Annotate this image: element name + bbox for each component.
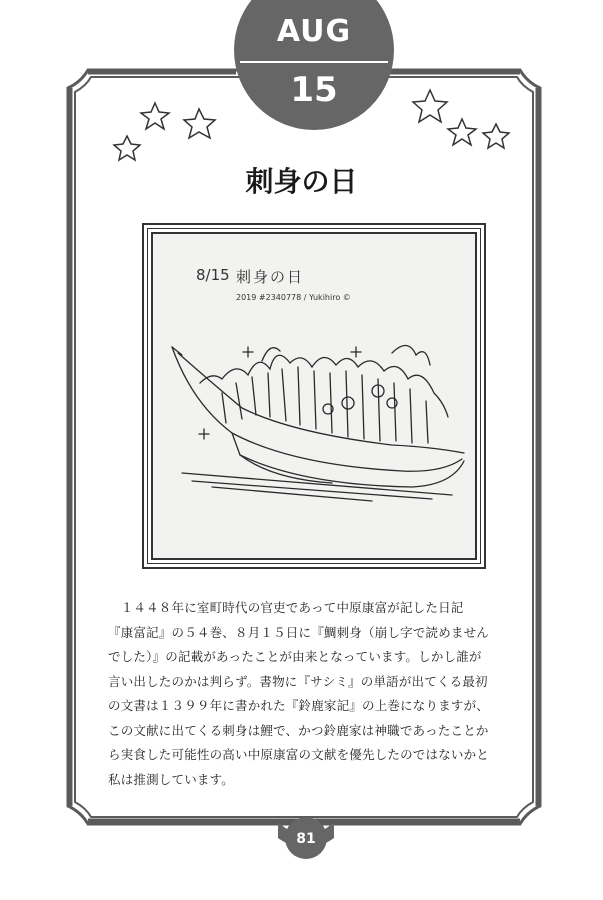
day-label: 15: [290, 70, 338, 110]
body-line: ら実食した可能性の高い中原康富の文献を優先したのではないかと: [108, 747, 490, 762]
body-line: 『康富記』の５４巻、８月１５日に『鯛刺身（崩し字で読めません: [108, 624, 490, 640]
body-line: １４４８年に室町時代の官吏であって中原康富が記した日記: [108, 600, 464, 615]
star-icon: [141, 103, 169, 129]
star-icon: [413, 90, 447, 122]
page-number: 81: [296, 831, 316, 847]
star-icon: [184, 109, 215, 138]
body-line: 私は推測しています。: [108, 771, 235, 787]
illustration-date: 8/15: [196, 266, 230, 284]
body-line: 言い出したのかは判らず。書物に『サシミ』の単語が出てくる最初: [108, 673, 488, 689]
star-icon: [483, 124, 509, 148]
body-text: [108, 596, 528, 792]
date-badge: [229, 0, 399, 130]
body-line: の文書は１３９９年に書かれた『鈴鹿家記』の上巻になりますが、: [108, 698, 490, 713]
illustration-caption: 刺身の日: [236, 268, 305, 286]
body-line: この文献に出てくる刺身は鯉で、かつ鈴鹿家は神職であったことか: [108, 722, 489, 738]
star-icon: [448, 119, 476, 145]
page-title: 刺身の日: [245, 165, 358, 198]
illustration-credit: 2019 #2340778 / Yukihiro ©: [236, 293, 351, 302]
body-line: でした）』の記載があったことが由来となっています。しかし誰が: [108, 649, 482, 664]
star-icon: [114, 136, 140, 160]
month-label: AUG: [276, 14, 352, 49]
